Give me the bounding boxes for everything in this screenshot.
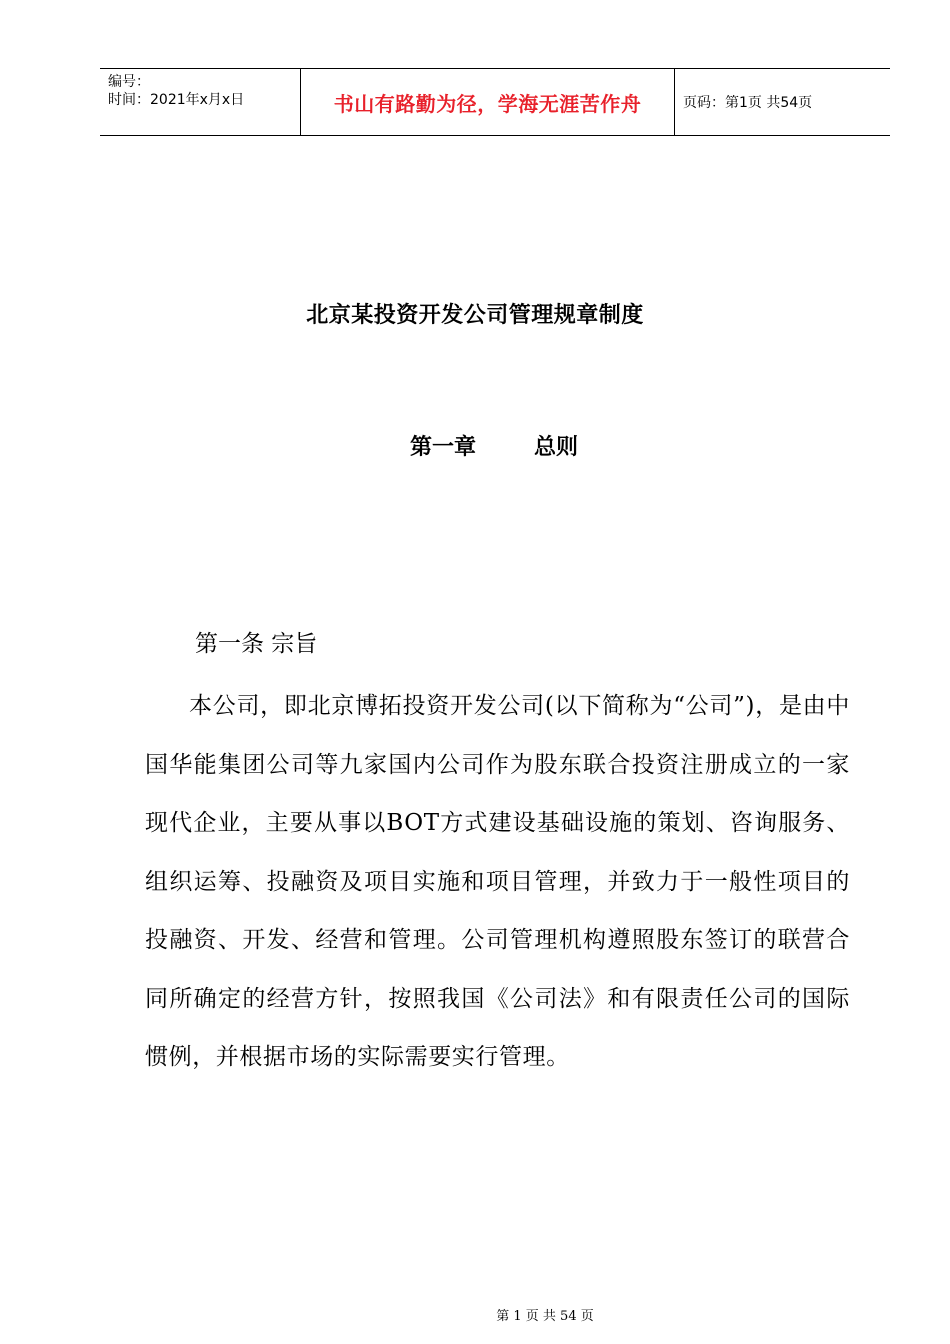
document-number-label: 编号： bbox=[108, 74, 150, 90]
body-paragraph: 本公司，即北京博拓投资开发公司(以下简称为“公司”)，是由中国华能集团公司等九家国内公司作为股东联合投资注册成立的一家现代企业，主要从事以BOT方式建设基础设施的策划、咨询服务、组织运筹、投融资及项目实施和项目管理，并致力于一般性项目的投融资、开发、经营和管理。公司管理机构遵照股东签订的联营合同所确定的经营方针，按照我国《公司法》和有限责任公司的国际惯例，并根据市场的实际需要实行管理。 bbox=[145, 693, 850, 1070]
document-time-label: 时间：2021年x月x日 bbox=[108, 92, 245, 108]
header-page-number: 页码：第1页 共54页 bbox=[683, 95, 813, 111]
header-motto: 书山有路勤为径，学海无涯苦作舟 bbox=[301, 69, 675, 135]
chapter-name: 总则 bbox=[534, 434, 579, 460]
document-title: 北京某投资开发公司管理规章制度 bbox=[306, 302, 644, 328]
page-footer: 第 1 页 共 54 页 bbox=[496, 1309, 594, 1324]
article-title: 第一条 宗旨 bbox=[195, 631, 318, 657]
chapter-number: 第一章 bbox=[410, 434, 477, 460]
page-header bbox=[100, 68, 890, 136]
header-meta bbox=[100, 69, 301, 135]
chapter-heading bbox=[410, 430, 578, 461]
